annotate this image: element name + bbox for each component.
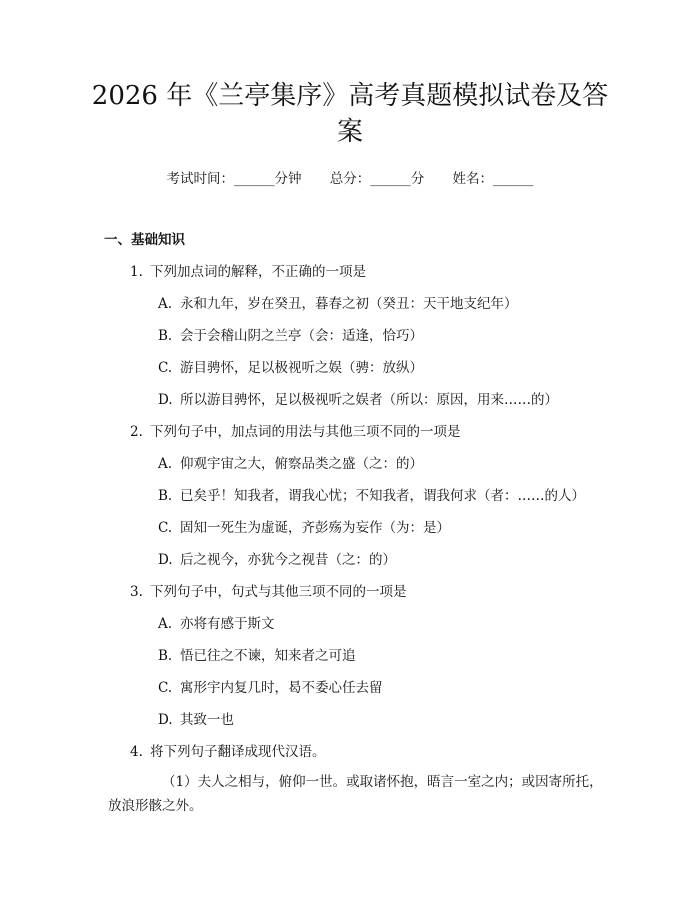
question-1-option-d: [158, 390, 558, 410]
question-3-option-c: [158, 678, 383, 698]
question-text: 下列加点词的解释，不正确的一项是: [150, 264, 366, 280]
question-2: [130, 422, 461, 442]
option-text: 已矣乎！知我者，谓我心忧；不知我者，谓我何求（者：……的人）: [180, 488, 585, 504]
option-text: 后之视今，亦犹今之视昔（之：的）: [180, 552, 396, 568]
option-text: 固知一死生为虚诞，齐彭殇为妄作（为：是）: [180, 520, 450, 536]
total-score-label: 总分：______分: [329, 171, 425, 187]
exam-time-label: 考试时间：______分钟: [166, 171, 302, 187]
question-1: [130, 262, 366, 282]
option-text: 仰观宇宙之大，俯察品类之盛（之：的）: [180, 456, 423, 472]
question-4: [130, 742, 326, 762]
question-3-option-d: [158, 710, 234, 730]
question-1-option-c: [158, 358, 423, 378]
option-letter: D.: [158, 712, 173, 728]
option-text: 游目骋怀，足以极视听之娱（骋：放纵）: [180, 360, 423, 376]
option-letter: B.: [158, 328, 173, 344]
question-3: [130, 582, 407, 602]
question-3-option-a: [158, 614, 275, 634]
option-letter: A.: [158, 296, 173, 312]
section-title-basic-knowledge: 一、基础知识: [104, 232, 185, 248]
question-text: 将下列句子翻译成现代汉语。: [150, 744, 326, 760]
question-2-option-c: [158, 518, 450, 538]
option-text: 会于会稽山阴之兰亭（会：适逢，恰巧）: [180, 328, 423, 344]
question-3-option-b: [158, 646, 356, 666]
question-number: 1.: [130, 264, 143, 280]
option-letter: C.: [158, 360, 173, 376]
option-letter: A.: [158, 616, 173, 632]
option-text: 其致一也: [180, 712, 234, 728]
question-2-option-d: [158, 550, 396, 570]
option-letter: B.: [158, 488, 173, 504]
option-text: 寓形宇内复几时，曷不委心任去留: [180, 680, 383, 696]
student-name-label: 姓名：______: [452, 171, 534, 187]
option-letter: C.: [158, 520, 173, 536]
page-title: 2026 年《兰亭集序》高考真题模拟试卷及答案: [91, 81, 609, 147]
option-letter: D.: [158, 552, 173, 568]
question-2-option-b: [158, 486, 585, 506]
question-number: 4.: [130, 744, 143, 760]
option-text: 所以游目骋怀，足以极视听之娱者（所以：原因，用来……的）: [180, 392, 558, 408]
question-number: 2.: [130, 424, 143, 440]
translation-item-1: （1）夫人之相与，俯仰一世。或取诸怀抱，晤言一室之内；或因寄所托，放浪形骸之外。: [108, 774, 603, 814]
question-2-option-a: [158, 454, 423, 474]
question-1-option-b: [158, 326, 423, 346]
question-text: 下列句子中，句式与其他三项不同的一项是: [150, 584, 407, 600]
question-text: 下列句子中，加点词的用法与其他三项不同的一项是: [150, 424, 461, 440]
question-1-option-a: [158, 294, 518, 314]
option-letter: B.: [158, 648, 173, 664]
option-letter: C.: [158, 680, 173, 696]
question-number: 3.: [130, 584, 143, 600]
option-text: 悟已往之不谏，知来者之可追: [180, 648, 356, 664]
option-text: 亦将有感于斯文: [180, 616, 275, 632]
option-letter: A.: [158, 456, 173, 472]
option-text: 永和九年，岁在癸丑，暮春之初（癸丑：天干地支纪年）: [180, 296, 518, 312]
option-letter: D.: [158, 392, 173, 408]
exam-meta: [0, 169, 700, 189]
